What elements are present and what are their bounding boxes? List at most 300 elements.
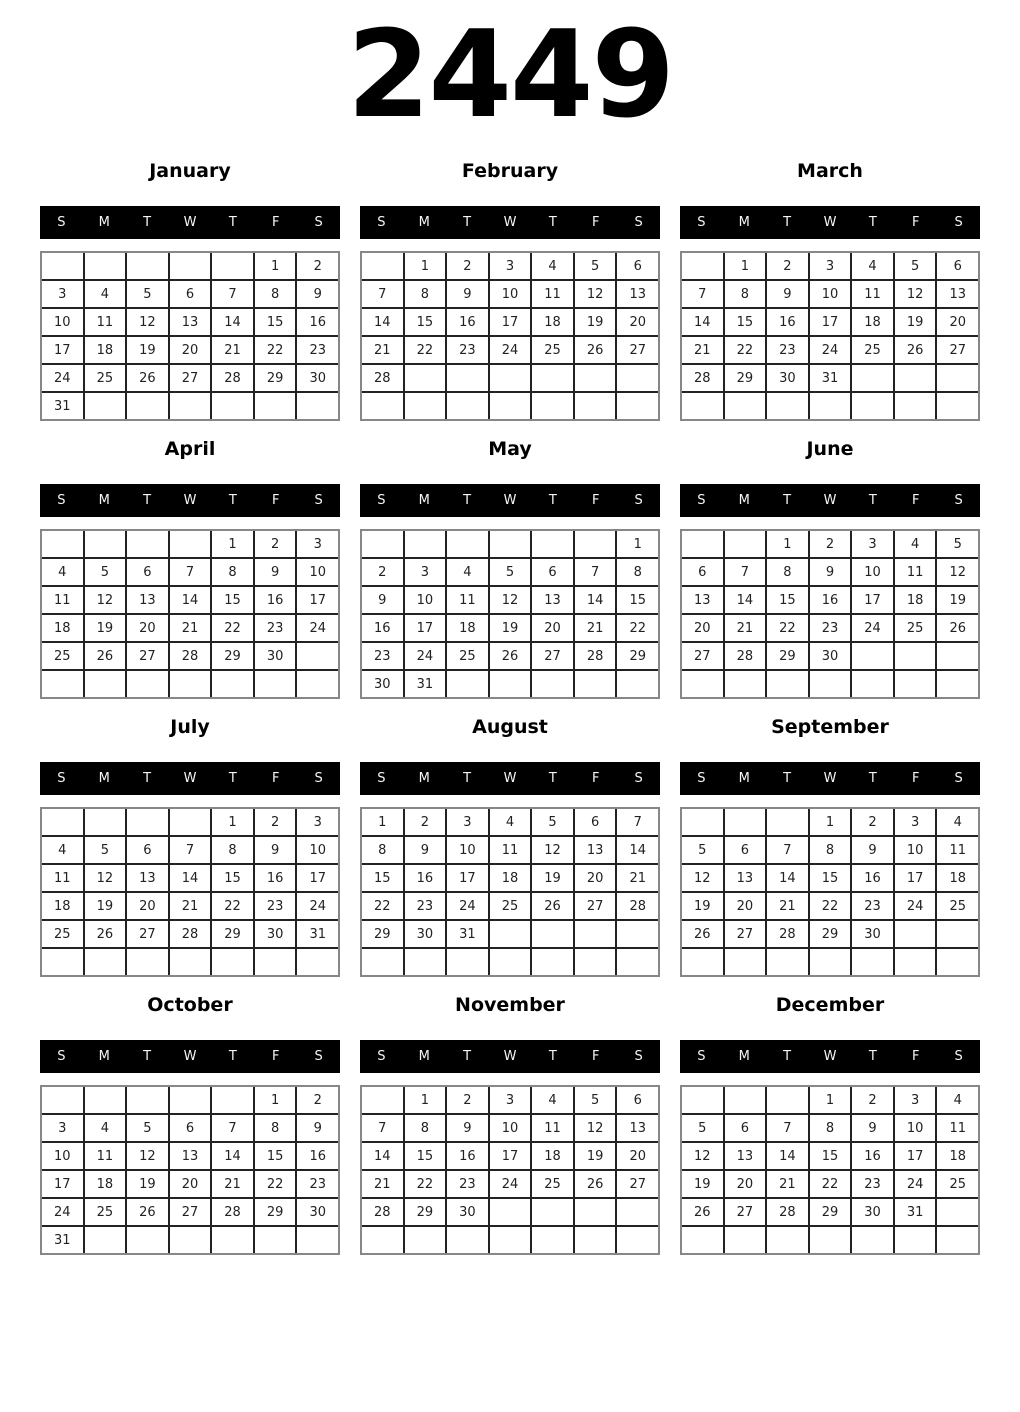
date-cell: 28 <box>617 893 658 919</box>
weekday-label: W <box>503 215 517 230</box>
date-cell: 20 <box>682 615 723 641</box>
date-cell: 13 <box>170 1143 211 1169</box>
date-cell: 10 <box>42 1143 83 1169</box>
weekday-label: T <box>868 771 877 786</box>
date-cell: 20 <box>725 1171 766 1197</box>
date-cell: 10 <box>895 1115 936 1141</box>
date-cell: 9 <box>447 1115 488 1141</box>
date-cell: 21 <box>617 865 658 891</box>
date-cell: 20 <box>617 309 658 335</box>
date-cell <box>490 671 531 697</box>
date-cell: 23 <box>810 615 851 641</box>
date-cell: 5 <box>895 253 936 279</box>
date-cell <box>895 643 936 669</box>
date-cell: 7 <box>767 837 808 863</box>
date-cell <box>490 1227 531 1253</box>
weekday-header <box>680 484 980 517</box>
date-cell <box>405 1227 446 1253</box>
date-cell <box>405 365 446 391</box>
date-cell <box>212 393 253 419</box>
month-title: January <box>149 160 231 182</box>
date-cell: 25 <box>447 643 488 669</box>
date-cell: 9 <box>255 837 296 863</box>
date-cell: 11 <box>42 865 83 891</box>
date-cell: 14 <box>362 309 403 335</box>
weekday-header <box>40 206 340 239</box>
date-cell: 13 <box>127 587 168 613</box>
date-cell: 9 <box>362 587 403 613</box>
weekday-label: S <box>954 493 963 508</box>
date-cell <box>682 253 723 279</box>
weekday-header <box>680 1040 980 1073</box>
date-cell <box>682 393 723 419</box>
date-cell: 2 <box>255 809 296 835</box>
month-block <box>360 994 660 1255</box>
date-cell <box>767 671 808 697</box>
month-title: February <box>461 160 559 182</box>
date-cell: 25 <box>42 643 83 669</box>
date-cell <box>810 949 851 975</box>
date-cell: 22 <box>767 615 808 641</box>
date-cell: 5 <box>575 1087 616 1113</box>
date-cell: 11 <box>532 281 573 307</box>
months-grid <box>40 160 980 1255</box>
weekday-label: T <box>548 1049 557 1064</box>
weekday-label: W <box>503 1049 517 1064</box>
weekday-label: F <box>911 493 920 508</box>
date-cell: 13 <box>617 1115 658 1141</box>
date-cell: 1 <box>405 1087 446 1113</box>
weekday-label: S <box>697 215 706 230</box>
date-cell: 8 <box>405 1115 446 1141</box>
date-cell: 8 <box>725 281 766 307</box>
date-cell: 30 <box>852 921 893 947</box>
date-cell: 24 <box>42 365 83 391</box>
date-cell <box>405 393 446 419</box>
date-cell <box>297 393 338 419</box>
date-cell <box>85 1087 126 1113</box>
date-cell: 2 <box>852 809 893 835</box>
date-cell <box>767 949 808 975</box>
weekday-label: T <box>783 771 792 786</box>
date-cell <box>937 365 978 391</box>
date-cell <box>617 921 658 947</box>
weekday-label: T <box>548 771 557 786</box>
date-cell: 2 <box>447 253 488 279</box>
date-cell <box>725 949 766 975</box>
weekday-label: S <box>954 771 963 786</box>
date-cell: 16 <box>852 1143 893 1169</box>
date-cell: 6 <box>617 253 658 279</box>
date-grid <box>40 1085 340 1255</box>
date-cell <box>212 1227 253 1253</box>
date-cell: 27 <box>170 365 211 391</box>
date-cell <box>42 1087 83 1113</box>
month-block <box>680 438 980 699</box>
month-title: October <box>147 994 233 1016</box>
date-cell: 12 <box>575 281 616 307</box>
date-cell: 21 <box>575 615 616 641</box>
date-cell: 28 <box>682 365 723 391</box>
date-cell: 8 <box>212 837 253 863</box>
date-cell <box>212 949 253 975</box>
date-cell: 24 <box>852 615 893 641</box>
date-cell: 10 <box>405 587 446 613</box>
weekday-label: M <box>98 1049 110 1064</box>
date-cell: 22 <box>405 1171 446 1197</box>
date-cell <box>255 1227 296 1253</box>
date-cell: 23 <box>852 1171 893 1197</box>
date-cell: 13 <box>682 587 723 613</box>
date-cell <box>405 949 446 975</box>
date-cell: 7 <box>362 281 403 307</box>
date-cell: 29 <box>767 643 808 669</box>
date-cell <box>725 393 766 419</box>
date-cell <box>575 393 616 419</box>
month-title: August <box>472 716 548 738</box>
date-cell: 14 <box>725 587 766 613</box>
date-cell: 31 <box>297 921 338 947</box>
date-cell: 26 <box>127 1199 168 1225</box>
date-cell: 15 <box>767 587 808 613</box>
date-cell: 31 <box>447 921 488 947</box>
date-cell: 24 <box>297 893 338 919</box>
weekday-label: T <box>143 771 152 786</box>
date-cell: 3 <box>490 1087 531 1113</box>
weekday-label: T <box>228 215 237 230</box>
date-cell: 4 <box>490 809 531 835</box>
date-cell: 10 <box>852 559 893 585</box>
date-cell <box>362 393 403 419</box>
date-cell: 3 <box>405 559 446 585</box>
date-cell: 1 <box>725 253 766 279</box>
date-cell: 18 <box>490 865 531 891</box>
date-cell: 12 <box>532 837 573 863</box>
date-cell <box>85 393 126 419</box>
date-cell: 1 <box>405 253 446 279</box>
date-cell: 9 <box>405 837 446 863</box>
date-cell: 4 <box>937 1087 978 1113</box>
date-cell: 25 <box>85 1199 126 1225</box>
date-cell: 6 <box>617 1087 658 1113</box>
date-cell: 18 <box>42 893 83 919</box>
date-cell <box>42 671 83 697</box>
weekday-label: T <box>783 493 792 508</box>
date-cell: 26 <box>85 921 126 947</box>
date-cell: 7 <box>575 559 616 585</box>
month-block <box>360 716 660 977</box>
date-cell: 26 <box>575 337 616 363</box>
weekday-header <box>40 484 340 517</box>
weekday-label: M <box>738 215 750 230</box>
date-cell <box>170 949 211 975</box>
date-cell: 29 <box>362 921 403 947</box>
date-cell: 19 <box>682 893 723 919</box>
date-cell <box>937 671 978 697</box>
weekday-label: F <box>911 215 920 230</box>
date-cell: 28 <box>362 365 403 391</box>
weekday-header <box>360 762 660 795</box>
date-cell: 3 <box>895 1087 936 1113</box>
date-cell: 30 <box>767 365 808 391</box>
date-cell: 27 <box>127 921 168 947</box>
weekday-label: S <box>57 771 66 786</box>
date-cell: 18 <box>42 615 83 641</box>
date-cell: 22 <box>255 337 296 363</box>
date-cell <box>617 1227 658 1253</box>
date-cell: 2 <box>852 1087 893 1113</box>
date-cell <box>127 1227 168 1253</box>
date-cell: 15 <box>405 1143 446 1169</box>
date-cell: 5 <box>532 809 573 835</box>
date-cell <box>532 365 573 391</box>
date-cell: 19 <box>127 337 168 363</box>
date-cell <box>170 253 211 279</box>
weekday-label: S <box>314 493 323 508</box>
date-cell <box>447 671 488 697</box>
date-cell <box>127 809 168 835</box>
date-cell: 4 <box>532 253 573 279</box>
date-cell <box>447 1227 488 1253</box>
date-cell: 19 <box>575 309 616 335</box>
date-cell: 19 <box>937 587 978 613</box>
date-cell: 16 <box>767 309 808 335</box>
date-cell: 9 <box>297 1115 338 1141</box>
date-cell <box>682 1087 723 1113</box>
date-cell: 19 <box>682 1171 723 1197</box>
date-cell: 28 <box>575 643 616 669</box>
date-cell: 8 <box>405 281 446 307</box>
date-cell: 28 <box>767 1199 808 1225</box>
date-cell <box>895 921 936 947</box>
date-cell <box>575 671 616 697</box>
date-cell: 4 <box>852 253 893 279</box>
date-cell: 4 <box>895 531 936 557</box>
date-cell <box>42 949 83 975</box>
date-cell <box>127 531 168 557</box>
date-cell <box>362 949 403 975</box>
date-cell <box>725 671 766 697</box>
date-cell: 15 <box>810 1143 851 1169</box>
date-cell: 6 <box>682 559 723 585</box>
date-cell <box>767 1227 808 1253</box>
date-cell: 20 <box>725 893 766 919</box>
date-cell: 14 <box>617 837 658 863</box>
date-cell: 7 <box>212 1115 253 1141</box>
month-block <box>40 716 340 977</box>
date-cell: 30 <box>362 671 403 697</box>
date-cell: 2 <box>810 531 851 557</box>
date-cell <box>490 1199 531 1225</box>
weekday-label: W <box>183 1049 197 1064</box>
date-grid <box>360 1085 660 1255</box>
date-grid <box>360 807 660 977</box>
weekday-label: M <box>418 215 430 230</box>
date-cell: 31 <box>42 1227 83 1253</box>
date-cell: 25 <box>42 921 83 947</box>
date-cell: 14 <box>170 865 211 891</box>
date-cell: 2 <box>297 1087 338 1113</box>
date-cell <box>725 809 766 835</box>
weekday-label: S <box>634 771 643 786</box>
date-cell <box>767 1087 808 1113</box>
date-cell: 31 <box>405 671 446 697</box>
date-cell: 27 <box>682 643 723 669</box>
date-cell: 30 <box>297 1199 338 1225</box>
date-cell: 5 <box>575 253 616 279</box>
weekday-label: W <box>823 215 837 230</box>
date-cell: 7 <box>170 559 211 585</box>
date-cell: 13 <box>725 865 766 891</box>
date-cell: 26 <box>532 893 573 919</box>
date-cell: 24 <box>895 893 936 919</box>
date-cell: 17 <box>297 587 338 613</box>
date-cell <box>170 1087 211 1113</box>
date-cell: 23 <box>297 337 338 363</box>
month-title: September <box>771 716 889 738</box>
date-cell: 24 <box>447 893 488 919</box>
date-cell: 3 <box>447 809 488 835</box>
date-cell: 21 <box>725 615 766 641</box>
weekday-label: S <box>954 1049 963 1064</box>
date-cell: 4 <box>42 837 83 863</box>
date-cell: 20 <box>937 309 978 335</box>
date-cell: 3 <box>895 809 936 835</box>
date-cell <box>852 949 893 975</box>
date-cell: 19 <box>127 1171 168 1197</box>
date-cell: 25 <box>937 893 978 919</box>
date-cell: 21 <box>767 1171 808 1197</box>
date-cell <box>362 1087 403 1113</box>
date-cell: 29 <box>617 643 658 669</box>
date-cell: 26 <box>85 643 126 669</box>
date-cell <box>297 643 338 669</box>
date-cell: 2 <box>255 531 296 557</box>
date-cell <box>617 949 658 975</box>
date-cell: 30 <box>810 643 851 669</box>
weekday-header <box>360 206 660 239</box>
date-cell: 3 <box>42 1115 83 1141</box>
date-cell <box>575 531 616 557</box>
date-cell <box>170 393 211 419</box>
date-cell: 6 <box>725 1115 766 1141</box>
date-cell: 1 <box>212 531 253 557</box>
date-cell: 8 <box>255 1115 296 1141</box>
date-cell: 3 <box>297 531 338 557</box>
date-cell: 9 <box>767 281 808 307</box>
date-cell <box>127 253 168 279</box>
date-cell <box>682 671 723 697</box>
date-cell <box>85 671 126 697</box>
date-cell: 10 <box>297 559 338 585</box>
date-cell: 30 <box>255 921 296 947</box>
date-cell: 12 <box>127 1143 168 1169</box>
date-cell: 5 <box>85 559 126 585</box>
date-cell: 15 <box>255 309 296 335</box>
date-cell: 4 <box>447 559 488 585</box>
date-cell: 9 <box>447 281 488 307</box>
date-cell: 31 <box>895 1199 936 1225</box>
date-cell: 22 <box>725 337 766 363</box>
date-cell: 23 <box>767 337 808 363</box>
date-cell <box>532 531 573 557</box>
date-cell: 20 <box>127 893 168 919</box>
date-cell: 5 <box>127 1115 168 1141</box>
date-cell <box>212 671 253 697</box>
date-cell <box>682 949 723 975</box>
date-cell <box>725 531 766 557</box>
date-cell <box>170 671 211 697</box>
date-cell: 6 <box>575 809 616 835</box>
date-cell: 27 <box>532 643 573 669</box>
date-cell <box>405 531 446 557</box>
date-cell: 3 <box>490 253 531 279</box>
date-cell: 2 <box>362 559 403 585</box>
date-cell: 6 <box>170 1115 211 1141</box>
date-cell: 11 <box>937 1115 978 1141</box>
date-cell: 15 <box>725 309 766 335</box>
date-cell: 29 <box>255 1199 296 1225</box>
weekday-label: F <box>591 215 600 230</box>
date-grid <box>360 251 660 421</box>
date-cell: 20 <box>575 865 616 891</box>
date-cell: 26 <box>490 643 531 669</box>
weekday-header <box>360 1040 660 1073</box>
date-cell <box>895 1227 936 1253</box>
date-cell: 1 <box>810 1087 851 1113</box>
date-cell: 10 <box>810 281 851 307</box>
date-cell <box>297 949 338 975</box>
date-cell <box>85 949 126 975</box>
date-cell: 8 <box>617 559 658 585</box>
date-cell: 18 <box>937 1143 978 1169</box>
weekday-label: S <box>314 1049 323 1064</box>
date-cell: 24 <box>490 1171 531 1197</box>
date-cell: 14 <box>575 587 616 613</box>
month-block <box>40 438 340 699</box>
date-cell: 16 <box>362 615 403 641</box>
date-cell: 12 <box>490 587 531 613</box>
date-cell: 29 <box>810 1199 851 1225</box>
date-cell: 17 <box>895 1143 936 1169</box>
date-cell: 12 <box>127 309 168 335</box>
date-cell: 20 <box>127 615 168 641</box>
date-cell: 14 <box>212 1143 253 1169</box>
date-cell: 16 <box>255 587 296 613</box>
date-cell: 21 <box>170 615 211 641</box>
date-cell: 11 <box>42 587 83 613</box>
date-cell <box>810 671 851 697</box>
date-cell: 15 <box>212 865 253 891</box>
date-cell: 28 <box>170 643 211 669</box>
weekday-label: F <box>271 1049 280 1064</box>
weekday-header <box>40 1040 340 1073</box>
date-cell: 29 <box>810 921 851 947</box>
date-grid <box>680 529 980 699</box>
date-cell: 26 <box>937 615 978 641</box>
date-cell: 26 <box>575 1171 616 1197</box>
date-cell: 3 <box>42 281 83 307</box>
date-cell <box>852 671 893 697</box>
date-cell <box>85 531 126 557</box>
weekday-label: T <box>463 215 472 230</box>
month-block <box>680 160 980 421</box>
date-cell <box>682 531 723 557</box>
date-cell: 1 <box>255 253 296 279</box>
date-cell: 6 <box>127 559 168 585</box>
date-cell: 17 <box>810 309 851 335</box>
date-cell: 1 <box>767 531 808 557</box>
